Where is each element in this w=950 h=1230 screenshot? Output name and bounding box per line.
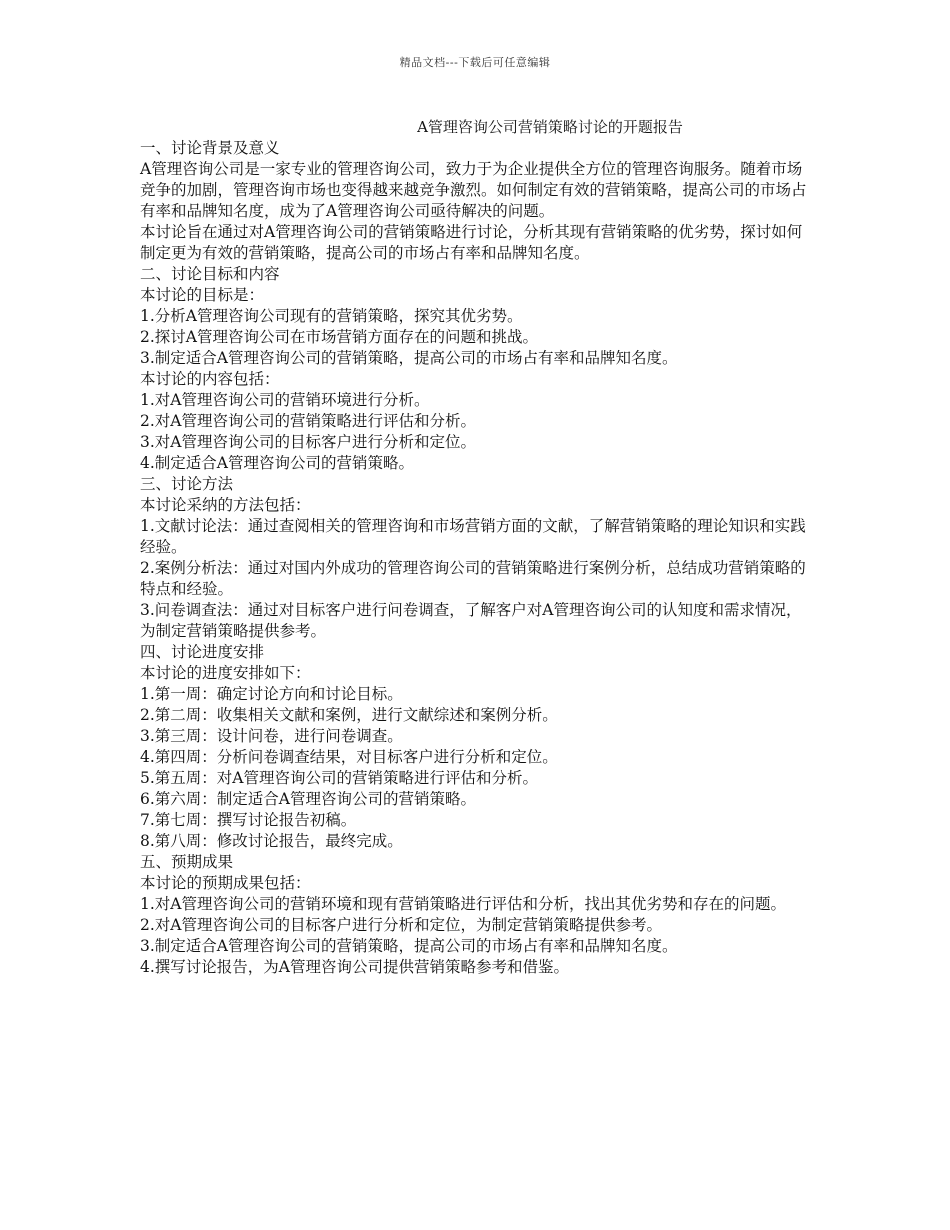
list-item: 2.案例分析法：通过对国内外成功的管理咨询公司的营销策略进行案例分析，总结成功营销策略的特点和经验。 xyxy=(140,559,806,598)
paragraph: 本讨论的内容包括： xyxy=(140,370,280,388)
list-item: 1.文献讨论法：通过查阅相关的管理咨询和市场营销方面的文献，了解营销策略的理论知识和实践经验。 xyxy=(140,517,806,556)
list-item: 8.第八周：修改讨论报告，最终完成。 xyxy=(140,832,403,850)
list-item: 6.第六周：制定适合A管理咨询公司的营销策略。 xyxy=(140,790,476,808)
page-header: 精品文档---下载后可任意编辑 xyxy=(399,56,551,69)
list-item: 3.制定适合A管理咨询公司的营销策略，提高公司的市场占有率和品牌知名度。 xyxy=(140,937,678,955)
list-item: 3.对A管理咨询公司的目标客户进行分析和定位。 xyxy=(140,433,476,451)
list-item: 2.第二周：收集相关文献和案例，进行文献综述和案例分析。 xyxy=(140,706,558,724)
list-item: 3.问卷调查法：通过对目标客户进行问卷调查，了解客户对A管理咨询公司的认知度和需求情况，为制定营销策略提供参考。 xyxy=(140,601,802,640)
list-item: 4.第四周：分析问卷调查结果，对目标客户进行分析和定位。 xyxy=(140,748,558,766)
list-item: 4.撰写讨论报告，为A管理咨询公司提供营销策略参考和借鉴。 xyxy=(140,958,569,976)
list-item: 3.第三周：设计问卷，进行问卷调查。 xyxy=(140,727,403,745)
paragraph: 本讨论的目标是： xyxy=(140,286,265,304)
paragraph: 本讨论的预期成果包括： xyxy=(140,874,311,892)
paragraph: 本讨论的进度安排如下： xyxy=(140,664,311,682)
section-heading: 三、讨论方法 xyxy=(140,475,234,493)
section-heading: 五、预期成果 xyxy=(140,853,234,871)
list-item: 4.制定适合A管理咨询公司的营销策略。 xyxy=(140,454,414,472)
paragraph: A管理咨询公司是一家专业的管理咨询公司，致力于为企业提供全方位的管理咨询服务。随着市场竞争的加剧，管理咨询市场也变得越来越竞争激烈。如何制定有效的营销策略，提高公司的市场占有率和品牌知名度，成为了A管理咨询公司亟待解决的问题。 xyxy=(140,160,807,220)
list-item: 1.对A管理咨询公司的营销环境进行分析。 xyxy=(140,391,430,409)
section-heading: 一、讨论背景及意义 xyxy=(140,139,280,157)
section-heading: 四、讨论进度安排 xyxy=(140,643,265,661)
list-item: 3.制定适合A管理咨询公司的营销策略，提高公司的市场占有率和品牌知名度。 xyxy=(140,349,678,367)
list-item: 2.对A管理咨询公司的营销策略进行评估和分析。 xyxy=(140,412,476,430)
list-item: 2.探讨A管理咨询公司在市场营销方面存在的问题和挑战。 xyxy=(140,328,538,346)
list-item: 1.对A管理咨询公司的营销环境和现有营销策略进行评估和分析，找出其优劣势和存在的问题。 xyxy=(140,895,786,913)
paragraph: 本讨论旨在通过对A管理咨询公司的营销策略进行讨论，分析其现有营销策略的优劣势，探讨如何制定更为有效的营销策略，提高公司的市场占有率和品牌知名度。 xyxy=(140,223,803,262)
document-body xyxy=(140,138,812,978)
list-item: 1.第一周：确定讨论方向和讨论目标。 xyxy=(140,685,403,703)
document-title: A管理咨询公司营销策略讨论的开题报告 xyxy=(417,118,683,136)
paragraph: 本讨论采纳的方法包括： xyxy=(140,496,311,514)
list-item: 2.对A管理咨询公司的目标客户进行分析和定位，为制定营销策略提供参考。 xyxy=(140,916,662,934)
list-item: 5.第五周：对A管理咨询公司的营销策略进行评估和分析。 xyxy=(140,769,538,787)
list-item: 7.第七周：撰写讨论报告初稿。 xyxy=(140,811,357,829)
list-item: 1.分析A管理咨询公司现有的营销策略，探究其优劣势。 xyxy=(140,307,523,325)
section-heading: 二、讨论目标和内容 xyxy=(140,265,280,283)
